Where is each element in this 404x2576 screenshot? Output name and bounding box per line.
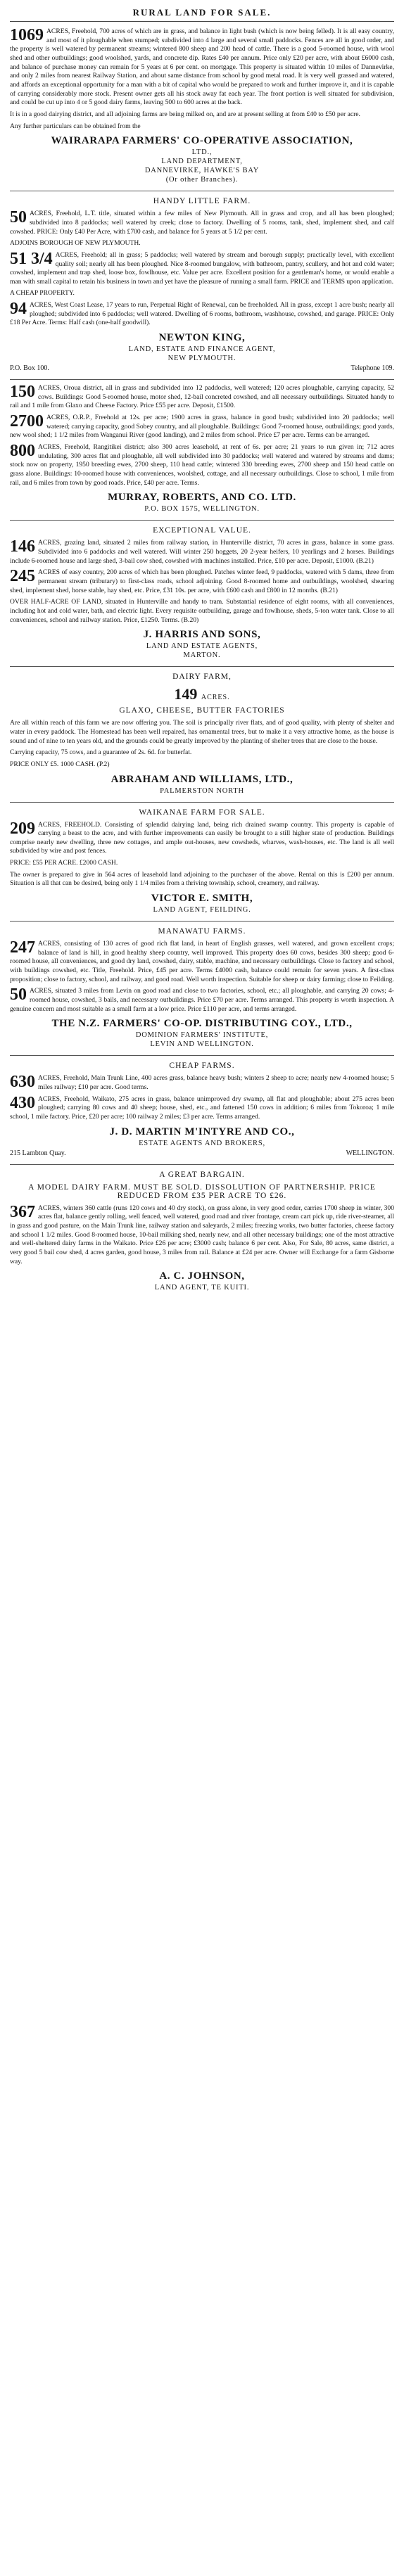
listing-text: A CHEAP PROPERTY. [10, 289, 75, 298]
ads-column [10, 26, 394, 1299]
acreage-lead: 430 [10, 1093, 35, 1112]
listing-text: ACRES, grazing land, situated 2 miles from railway station, in Hunterville district, 70 acres in grass, balance in some grass. Subdivided into 6 paddocks and well watered. Will winter 250 hoggets, 20 2-year heifers, 10 yearlings and 2 horses. Buildings include 6-roomed house and large shed, 3-bail cow shed, cowshed with machines installed. Price, £10 per acre. Deposit, £1000. (B.21) [10, 539, 394, 565]
listing-text: ACRES, West Coast Lease, 17 years to run, Perpetual Right of Renewal, can be freeholded. All in grass, except 1 acre bush; nearly all ploughed; subdivided into 6 paddocks; well watered. Dwelling of 6 rooms, bathroom, washhouse, cowshed, and garage. PRICE: Only £18 Per Acre. Terms: Half cash (one-half goodwill). [10, 301, 394, 327]
listing-text: Are all within reach of this farm we are now offering you. The soil is principally river flats, and of good quality, with plenty of shelter and water in every paddock. The Homestead has been well repaired, has ornamental trees, but to make it a very attractive home, as the house is sound and of nine to ten years old, and the grounds could be greatly improved by the planting of shelter trees that are close to the house. [10, 719, 394, 745]
agent-detail: LTD., [191, 148, 213, 157]
agent-name: WAIRARAPA FARMERS' CO-OPERATIVE ASSOCIATION, [51, 135, 353, 147]
listing-paragraph [10, 443, 394, 487]
agent-contact-row [10, 1149, 394, 1157]
listing-text: ACRES, FREEHOLD. Consisting of splendid dairying land, being rich drained swamp country. This property is capable of carrying a beast to the acre, and with further improvements can easily be brought to a still higher state of production. Buildings comprise nearly new dwelling, three new cottages, and ample out-houses, new cowsheds, wharves, wash-houses, etc. The land is all well subdivided by wire and post fences. [10, 820, 394, 855]
acreage-lead: 630 [10, 1073, 35, 1092]
agent-phone: Telephone 109. [351, 364, 394, 373]
listing-paragraph [10, 414, 394, 440]
listing-text: Any further particulars can be obtained from the [10, 122, 141, 130]
acreage-unit: ACRES. [201, 694, 230, 702]
agent-name: J. D. MARTIN M'INTYRE AND CO., [109, 1126, 295, 1137]
listing-paragraph [10, 384, 394, 411]
agent-contact-row [10, 364, 394, 372]
agent-name: A. C. JOHNSON, [159, 1270, 245, 1282]
listing-text: ACRES, Freehold, Rangitikei district; also 300 acres leasehold, at rent of 6s. per acre; 21 years to run given in; 712 acres undulating, 300 acres flat and ploughable, all well subdivided into 30 paddocks; well watered and watered by streams and dams; stock now on property, 1950 breeding ewes, 2700 sheep, 110 head cattle; wintered 330 breeding ewes, 2700 sheep and 150 head cattle on grass alone. Buildings: 10-roomed house with conveniences, woolshed, cottage, and all necessary outbuildings. Close to school, 1 mile from rail, and 6 miles from town by good roads. Price, £40 per acre. Terms. [10, 443, 394, 487]
agent-detail: LAND DEPARTMENT, [161, 158, 243, 166]
acreage-lead: 2700 [10, 412, 44, 431]
acreage-lead: 247 [10, 938, 35, 957]
listing-paragraph [10, 122, 394, 132]
agent-detail: DOMINION FARMERS' INSTITUTE, [135, 1031, 269, 1040]
ad-subheading: GLAXO, CHEESE, BUTTER FACTORIES [119, 706, 285, 715]
advertisement-martin-mcintyre [10, 1055, 394, 1163]
agent-detail: LAND, ESTATE AND FINANCE AGENT, [128, 345, 276, 354]
listing-paragraph [10, 987, 394, 1014]
listing-text: ACRES, Freehold, Waikato, 275 acres in grass, balance unimproved dry swamp, all flat and ploughable; about 275 acres been ploughed; carrying 80 cows and 40 sheep; house, shed, etc., and fattened 150 cows in addition; 6 miles from Tokoroa; 1 mile school, 1 mile factory. Price, £20 per acre; 100 railway 2 miles; £3 per acre. Terms arranged. [10, 1095, 394, 1121]
listing-paragraph [10, 719, 394, 746]
listing-paragraph [10, 301, 394, 328]
listing-paragraph [10, 598, 394, 625]
listing-paragraph [10, 239, 394, 248]
listing-paragraph [10, 940, 394, 984]
agent-detail: P.O. BOX 1575, WELLINGTON. [144, 505, 260, 514]
acreage-lead: 51 3/4 [10, 249, 53, 268]
listing-text: Carrying capacity, 75 cows, and a guarantee of 2s. 6d. for butterfat. [10, 748, 192, 757]
listing-text: OVER HALF-ACRE OF LAND, situated in Hunterville and handy to tram. Substantial residence of eight rooms, with all conveniences, including hot and cold water, bath, and electric light. Every requisite outbuilding, garage and fowlhouse, sheds, 5-ton water tank. Close to all conveniences, school and railway station. Price, £1250. Terms. (B.20) [10, 598, 394, 624]
ad-subheading: A MODEL DAIRY FARM. MUST BE SOLD. DISSOLUTION OF PARTNERSHIP. PRICE REDUCED FROM £35 PER ACRE TO £26. [28, 1182, 376, 1200]
listing-paragraph [10, 210, 394, 236]
acreage-lead: 50 [10, 986, 27, 1005]
acreage-number: 149 [174, 685, 198, 703]
agent-detail: LAND AGENT, FEILDING. [153, 906, 251, 914]
listing-paragraph [10, 1095, 394, 1122]
acreage-lead: 94 [10, 300, 27, 319]
listing-paragraph [10, 568, 394, 595]
advertisement-wairarapa [10, 26, 394, 191]
page-title: RURAL LAND FOR SALE. [10, 7, 394, 22]
agent-name: THE N.Z. FARMERS' CO-OP. DISTRIBUTING COY., LTD., [51, 1018, 353, 1030]
listing-paragraph [10, 1074, 394, 1092]
listing-paragraph [10, 110, 394, 120]
listing-text: PRICE: £55 PER ACRE. £2000 CASH. [10, 859, 118, 867]
agent-detail: DANNEVIRKE, HAWKE'S BAY [144, 167, 260, 175]
agent-detail: PALMERSTON NORTH [160, 786, 244, 795]
agent-name: J. HARRIS AND SONS, [143, 629, 261, 641]
agent-address: 215 Lambton Quay. [10, 1149, 66, 1157]
listing-text: ACRES, O.R.P., Freehold at 12s. per acre; 1900 acres in grass, balance in good bush; subdivided into 20 paddocks; well watered; carrying capacity, good Sobey country, and all ploughable. Buildings: Good 7-roomed house, outbuildings; good yards, new wool shed; 1 1/2 miles from Wanganui River (good landing), and 2 miles from school. Price £7 per acre. Terms can be arranged. [10, 414, 394, 440]
ad-heading: EXCEPTIONAL VALUE. [153, 526, 251, 535]
agent-detail: ESTATE AGENTS AND BROKERS, [139, 1139, 265, 1147]
listing-text: It is in a good dairying district, and all adjoining farms are being milked on, and are at present selling at from £40 to £50 per acre. [10, 110, 360, 118]
acreage-lead: 146 [10, 537, 35, 556]
advertisement-harris-marton [10, 520, 394, 666]
acreage-lead: 800 [10, 442, 35, 461]
listing-text: ACRES, Freehold; all in grass; 5 paddocks; well watered by stream and borough supply; practically level, with excellent quality soil; nearly all has been ploughed. Nice 8-roomed bungalow, with bathroom, pantry, scullery, and hot and cold water; cowshed, implement and trap shed, loose box, fowlhouse, etc. Value per acre. Excellent position for a gentleman's home, or would enable a man with small capital to retain his business in town and yet have the pleasure of running a small farm. PRICE and TERMS upon application. [10, 250, 394, 286]
ad-heading: MANAWATU FARMS. [158, 927, 246, 936]
agent-name: ABRAHAM AND WILLIAMS, LTD., [111, 773, 293, 785]
agent-address: P.O. Box 100. [10, 364, 49, 373]
advertisement-nz-farmers [10, 921, 394, 1055]
advertisement-abraham-williams [10, 666, 394, 801]
listing-paragraph [10, 289, 394, 298]
ad-heading: A GREAT BARGAIN. [159, 1170, 245, 1179]
listing-text: PRICE ONLY £5. 1000 CASH. (P.2) [10, 760, 110, 768]
ad-heading: CHEAP FARMS. [169, 1061, 235, 1071]
listing-text: ADJOINS BOROUGH OF NEW PLYMOUTH. [10, 239, 141, 248]
listing-paragraph [10, 539, 394, 566]
agent-detail: NEW PLYMOUTH. [168, 355, 236, 363]
ad-heading: DAIRY FARM, [172, 672, 232, 682]
ad-heading: WAIKANAE FARM FOR SALE. [139, 808, 265, 817]
listing-text: ACRES, winters 360 cattle (runs 120 cows and 40 dry stock), on grass alone, in very good order, carries 1700 sheep in winter, 300 acres flat, balance gently rolling, well fenced, well watered, good road and river frontage, cream cart pick up, ride river-steamer, all in grass and good pasture, on the Main Trunk line, railway station and saleyards, 2 miles; freezing works, two butter factories, cheese factory and school 1 1/2 miles. Good 8-roomed house, 10-bail milking shed, nearly new, and all other necessary buildings; one of the most attractive and well-sheltered dairy farms in the Waikato. Price £26 per acre; £3000 cash; balance 6 per cent. Also, For Sale, 80 acres, same district, a very good 5 bail cow shed, 4 acres garden, good house, 3 miles from rail. Balance at £24 per acre. Owner will Exchange for a farm Gisborne way. [10, 1204, 394, 1265]
ad-heading: HANDY LITTLE FARM. [153, 197, 251, 206]
acreage-lead: 245 [10, 567, 35, 586]
listing-text: ACRES, Freehold, L.T. title, situated within a few miles of New Plymouth. All in grass and crop, and all has been ploughed; subdivided into 8 paddocks; well watered by creek; close to factory. Dwelling of 5 rooms, tank, shed, implement shed, and calf cowshed. PRICE: Only £40 Per Acre, with £700 cash, and balance for 5 years at 5 1/2 per cent. [10, 210, 394, 236]
agent-phone: WELLINGTON. [346, 1149, 394, 1157]
listing-text: ACRES, Freehold, Main Trunk Line, 400 acres grass, balance heavy bush; winters 2 sheep to acre; nearly new 4-roomed house; 5 miles railway; £10 per acre. Good terms. [38, 1074, 394, 1091]
listing-paragraph [10, 871, 394, 888]
acreage-lead: 50 [10, 208, 27, 227]
acreage-lead: 209 [10, 819, 35, 838]
agent-name: VICTOR E. SMITH, [151, 893, 253, 905]
advertisement-murray-roberts [10, 379, 394, 520]
agent-detail: LAND AGENT, TE KUITI. [154, 1284, 250, 1292]
listing-text: ACRES of easy country, 200 acres of which has been ploughed. Patches winter feed, 9 paddocks, watered with 5 dams, three from permanent stream (tributary) to first-class roads, school adjoining. Good 8-roomed home and outbuildings, woolshed, shearing shed, implement shed, horse stable, hay shed, etc. Price, £31 10s. per acre, with £600 cash and £800 in 12 months. (B.21) [10, 568, 394, 594]
listing-text: ACRES, Oroua district, all in grass and subdivided into 12 paddocks, well watered; 120 acres ploughable, carrying capacity, 52 cows. Buildings: Good 5-roomed house, motor shed, 12-bail concreted cowshed, and all necessary outbuildings. Situated handy to rail and 1 mile from Glaxo and Cheese Factory. Price £55 per acre. Deposit, £1500. [10, 384, 394, 410]
acreage-lead: 367 [10, 1202, 35, 1221]
agent-detail: LEVIN AND WELLINGTON. [150, 1040, 254, 1049]
agent-detail: MARTON. [183, 651, 221, 660]
listing-paragraph [10, 760, 394, 770]
advertisement-johnson [10, 1164, 394, 1299]
agent-name: MURRAY, ROBERTS, AND CO. LTD. [108, 492, 296, 504]
advertisement-newton-king [10, 191, 394, 379]
listing-paragraph [10, 251, 394, 287]
listing-paragraph [10, 821, 394, 857]
listing-paragraph [10, 748, 394, 758]
agent-detail: LAND AND ESTATE AGENTS, [146, 642, 258, 651]
agent-detail: (Or other Branches). [165, 176, 239, 184]
listing-text: The owner is prepared to give in 564 acres of leasehold land adjoining to the purchaser of the above. Rental on this is £200 per annum. Situation is all that can be desired, being only 1 1/4 miles from a thriving township, school, creamery, and railway. [10, 870, 394, 888]
listing-text: ACRES, Freehold, 700 acres of which are in grass, and balance in light bush (which is now being felled). It is all easy country, and most of it ploughable when stumped; subdivided into 4 large and several small paddocks. Fences are all in good order, and the property is well watered by permanent streams; wintered 800 sheep and 200 head of cattle. There is a good 5-roomed house, with wool shed and other outbuildings; good woolshed, yards, and concrete dip. Rates £40 per annum. Price only £20 per acre, with about £6000 cash, and balance of purchase money can remain for 5 years at 6 per cent. on mortgage. This property is situated within 10 miles of Dannevirke, and only 2 miles from nearest Railway Station, and about same distance from school by good metal road. It is very well grassed and watered, and affords an exceptional opportunity for a man with a bit of capital who would be prepared to work and further improve it, and it is capable of carrying considerably more stock. Present owner gets all his stock away fat each year. The front portion is well situated for subdivision, and could be cut up into 4 or 5 good dairy farms, leaving 500 to 600 acres at the back. [10, 27, 394, 107]
listing-text: ACRES, consisting of 130 acres of good rich flat land, in heart of English grasses, well watered, and grown excellent crops; balance of land is hill, in good healthy sheep country, well improved. This property does 60 cows, besides 300 sheep; good 6-roomed house, all conveniences, and good dry land, cowshed, dairy, stable, machine, and necessary outbuildings. Close to factory and school, with buildings cowshed, etc. Title, Freehold. Price, £45 per acre. Terms £4000 cash, balance could remain for seven years. A first-class proposition; close to factory, school, and railway, and good road. Well worth inspection. Suitable for sheep or dairy farming; close to Feilding. [10, 940, 394, 983]
agent-name: NEWTON KING, [158, 332, 246, 344]
listing-paragraph [10, 1204, 394, 1267]
listing-text: ACRES, situated 3 miles from Levin on good road and close to two factories, school, etc.; all ploughable, and carrying 20 cows; 4-roomed house, cowshed, 3 bails, and necessary outbuildings. Price £70 per acre. Terms arranged. This property is worth inspection. A genuine concern and most suitable as a small farm at a low price. Price £110 per acre, and terms arranged. [10, 987, 394, 1013]
advertisement-victor-smith [10, 802, 394, 922]
listing-paragraph [10, 27, 394, 108]
acreage-lead: 1069 [10, 26, 44, 44]
listing-paragraph [10, 859, 394, 868]
acreage-figure [10, 685, 394, 703]
acreage-lead: 150 [10, 383, 35, 402]
